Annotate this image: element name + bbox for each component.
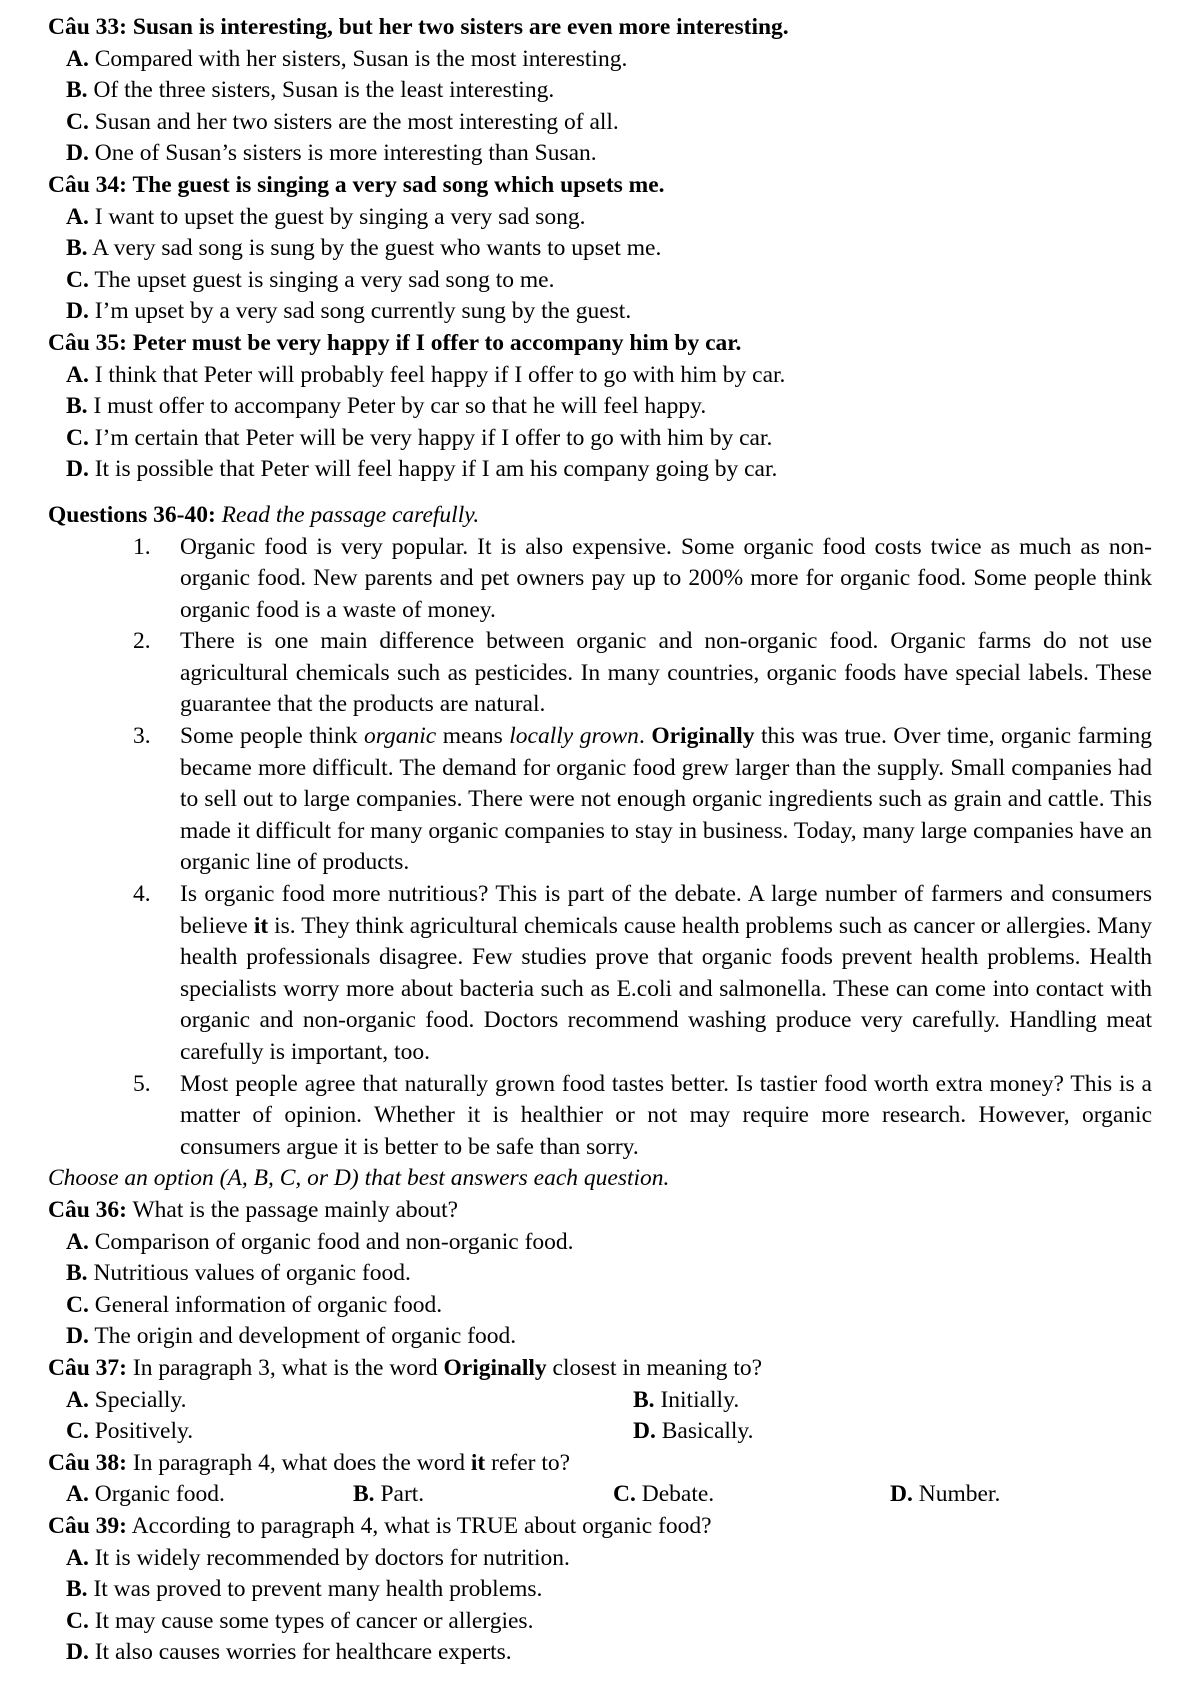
section-spacer [48, 486, 1152, 500]
options-grid [66, 1385, 1152, 1448]
option-b: B. Part. [353, 1481, 425, 1508]
paragraph-2: 2. There is one main difference between organic and non-organic food. Organic farms do not use agricultural chemicals such as pesticides. In many countries, organic foods have special labels. These guarantee that the products are natural. [133, 628, 1152, 718]
option-b: B. A very sad song is sung by the guest who wants to upset me. [66, 235, 662, 262]
option-d: D. The origin and development of organic food. [66, 1323, 517, 1350]
option-c: C. I’m certain that Peter will be very happy if I offer to go with him by car. [66, 424, 773, 451]
option-d: D. I’m upset by a very sad song currently sung by the guest. [66, 298, 632, 325]
option-c: C. Positively. [66, 1418, 194, 1445]
question-stem: Câu 34: The guest is singing a very sad song which upsets me. [48, 171, 665, 198]
question-35 [48, 328, 1152, 486]
option-c: C. It may cause some types of cancer or allergies. [66, 1607, 534, 1634]
option-a: A. Organic food. [66, 1481, 225, 1508]
option-b: B. I must offer to accompany Peter by car so that he will feel happy. [66, 393, 707, 420]
option-a: A. I think that Peter will probably feel happy if I offer to go with him by car. [66, 361, 786, 388]
question-39 [48, 1511, 1152, 1669]
question-stem: Câu 35: Peter must be very happy if I offer to accompany him by car. [48, 329, 742, 356]
option-a: A. Specially. [66, 1386, 187, 1413]
option-d: D. It also causes worries for healthcare experts. [66, 1639, 512, 1666]
question-38 [48, 1448, 1152, 1511]
reading-passage [48, 532, 1152, 1164]
question-34 [48, 170, 1152, 328]
paragraph-3: 3. Some people think organic means locally grown. Originally this was true. Over time, organic farming became more difficult. The demand for organic food grew larger than the supply. Small companies had to sell out to large companies. There were not enough organic ingredients such as grain and cattle. This made it difficult for many organic companies to stay in business. Today, many large companies have an organic line of products. [133, 723, 1152, 876]
option-c: C. Susan and her two sisters are the most interesting of all. [66, 108, 619, 135]
question-36 [48, 1195, 1152, 1353]
option-b: B. Of the three sisters, Susan is the least interesting. [66, 77, 555, 104]
paragraph-4: 4. Is organic food more nutritious? This is part of the debate. A large number of farmers and consumers believe it is. They think agricultural chemicals cause health problems such as cancer or allergies. Many health professionals disagree. Few studies prove that organic foods prevent health problems. Health specialists worry more about bacteria such as E.coli and salmonella. These can come into contact with organic and non-organic food. Doctors recommend washing produce very carefully. Handling meat carefully is important, too. [133, 881, 1152, 1065]
paragraph-5: 5. Most people agree that naturally grown food tastes better. Is tastier food worth extra money? This is a matter of opinion. Whether it is healthier or not may require more research. However, organic consumers argue it is better to be safe than sorry. [133, 1070, 1152, 1160]
question-stem: Câu 39: According to paragraph 4, what is TRUE about organic food? [48, 1512, 712, 1539]
option-a: A. It is widely recommended by doctors for nutrition. [66, 1544, 570, 1571]
passage-heading: Questions 36-40: Read the passage carefully. [48, 501, 480, 528]
question-stem: Câu 38: In paragraph 4, what does the word it refer to? [48, 1449, 571, 1476]
option-c: C. Debate. [613, 1481, 715, 1508]
option-b: B. Initially. [633, 1386, 740, 1413]
question-stem: Câu 36: What is the passage mainly about? [48, 1196, 459, 1223]
option-c: C. The upset guest is singing a very sad song to me. [66, 266, 555, 293]
option-a: A. Compared with her sisters, Susan is the most interesting. [66, 45, 628, 72]
option-d: D. One of Susan’s sisters is more interesting than Susan. [66, 140, 597, 167]
options-grid [66, 1479, 1152, 1511]
option-b: B. Nutritious values of organic food. [66, 1260, 411, 1287]
option-a: A. Comparison of organic food and non-organic food. [66, 1228, 574, 1255]
option-c: C. General information of organic food. [66, 1291, 443, 1318]
question-37 [48, 1353, 1152, 1448]
option-d: D. Number. [890, 1481, 1001, 1508]
option-b: B. It was proved to prevent many health problems. [66, 1576, 543, 1603]
option-d: D. It is possible that Peter will feel happy if I am his company going by car. [66, 456, 778, 483]
option-a: A. I want to upset the guest by singing a very sad song. [66, 203, 586, 230]
option-d: D. Basically. [633, 1418, 754, 1445]
question-stem: Câu 37: In paragraph 3, what is the word Originally closest in meaning to? [48, 1354, 763, 1381]
question-33 [48, 12, 1152, 170]
paragraph-1: 1. Organic food is very popular. It is also expensive. Some organic food costs twice as much as non-organic food. New parents and pet owners pay up to 200% more for organic food. Some people think organic food is a waste of money. [133, 533, 1152, 623]
choose-instruction: Choose an option (A, B, C, or D) that best answers each question. [48, 1165, 670, 1192]
question-stem: Câu 33: Susan is interesting, but her two sisters are even more interesting. [48, 14, 789, 40]
